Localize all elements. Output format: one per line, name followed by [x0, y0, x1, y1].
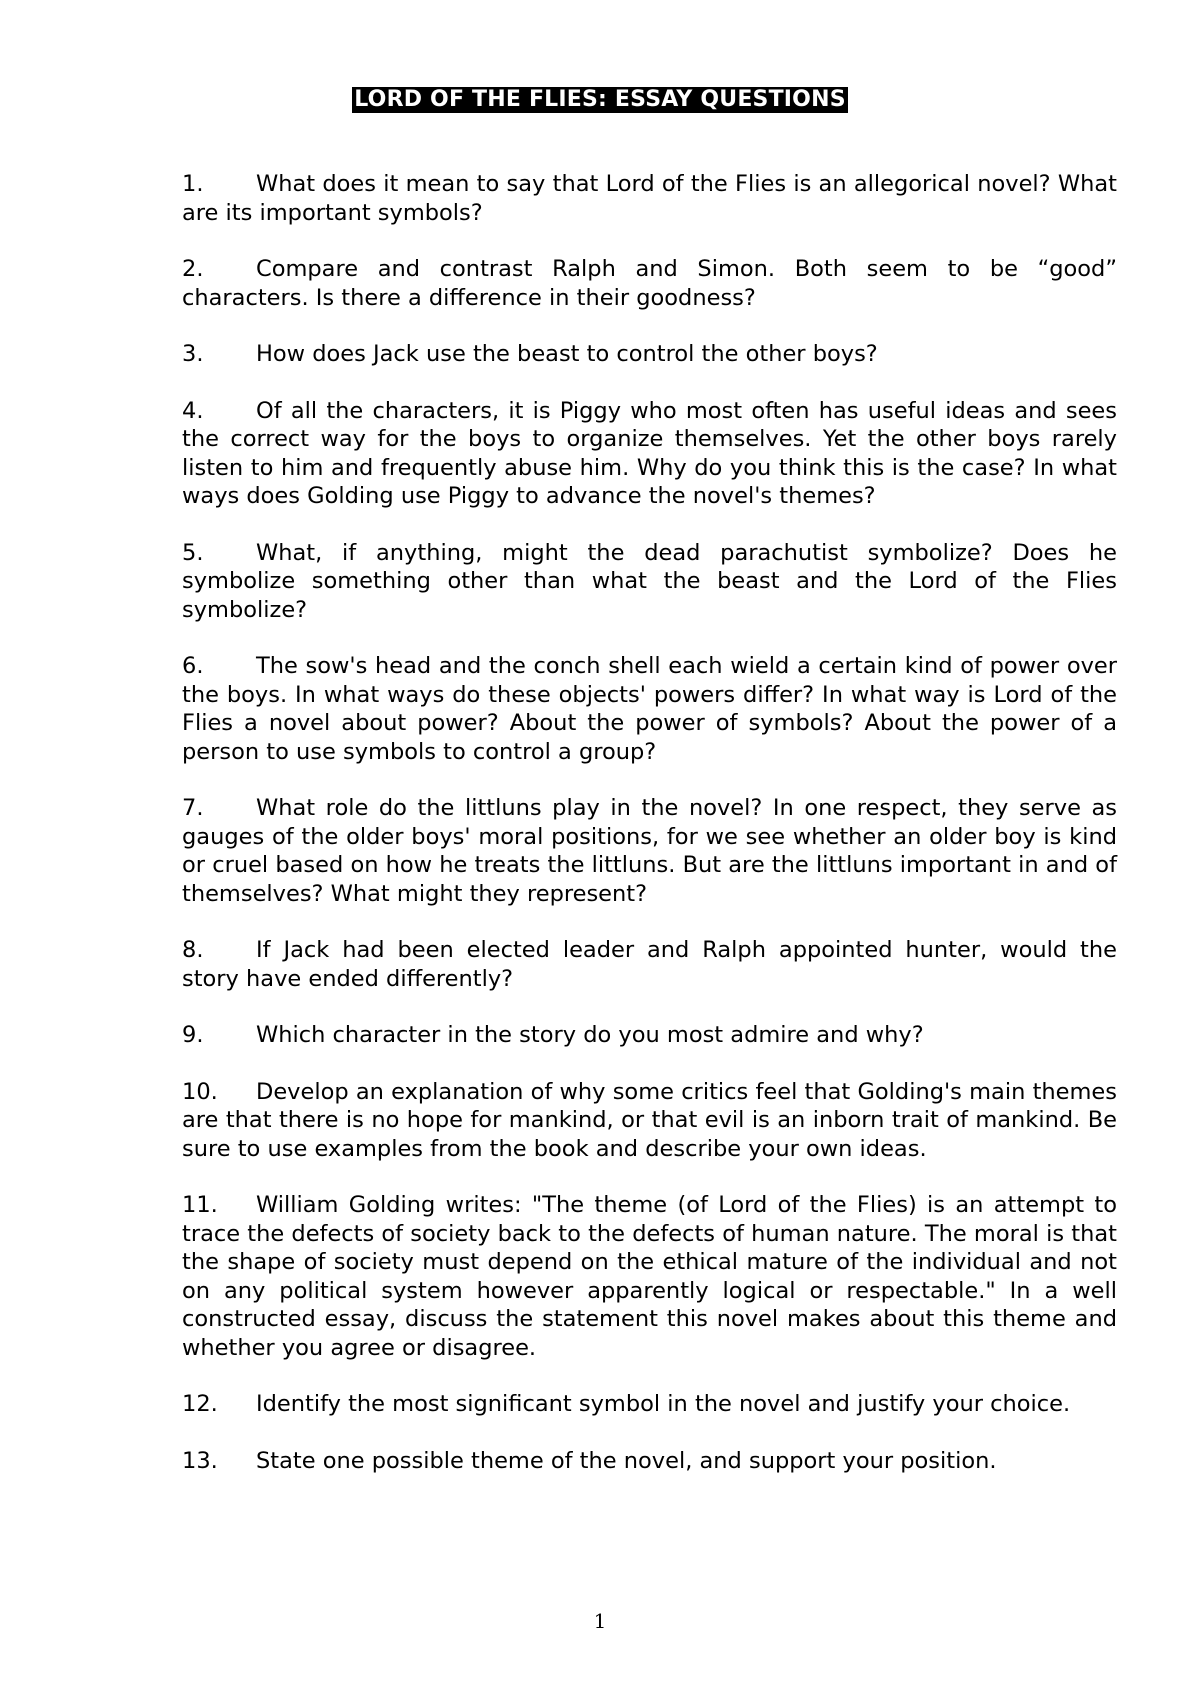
- question-text: What role do the littluns play in the novel? In one respect, they serve as gauges of the older boys' moral positions, for we see whether an older boy is kind or cruel based on how he treats the littluns. But are the littluns important in and of themselves? What might they represent?: [182, 795, 1117, 907]
- question-text: Compare and contrast Ralph and Simon. Both seem to be “good” characters. Is there a difference in their goodness?: [182, 256, 1117, 311]
- question-number: 12.: [182, 1391, 218, 1417]
- question-text: Develop an explanation of why some critics feel that Golding's main themes are that there is no hope for mankind, or that evil is an inborn trait of mankind. Be sure to use examples from the book and describe your own ideas.: [182, 1078, 1117, 1162]
- question-text: Which character in the story do you most admire and why?: [256, 1022, 924, 1048]
- question-number: 5.: [182, 539, 204, 566]
- question-text: William Golding writes: "The theme (of Lord of the Flies) is an attempt to trace the defects of society back to the defects of human nature. The moral is that the shape of society must depend on the ethical mature of the individual and not on any political system however apparently logical or respectable." In a well constructed essay, discuss the statement this novel makes about this theme and whether you agree or disagree.: [182, 1192, 1117, 1361]
- essay-question: [182, 170, 1117, 227]
- essay-question: [182, 794, 1117, 908]
- question-number: 3.: [182, 341, 204, 367]
- question-number: 2.: [182, 256, 204, 282]
- question-text: If Jack had been elected leader and Ralph appointed hunter, would the story have ended differently?: [182, 937, 1117, 992]
- essay-question: [182, 539, 1117, 625]
- question-number: 6.: [182, 653, 204, 679]
- title-container: [0, 87, 1200, 113]
- essay-question: [182, 1390, 1117, 1419]
- question-text: How does Jack use the beast to control the other boys?: [256, 341, 878, 367]
- essay-question-list: [182, 170, 1117, 1503]
- question-text: State one possible theme of the novel, and support your position.: [256, 1447, 997, 1474]
- question-text: What, if anything, might the dead parachutist symbolize? Does he symbolize something other than what the beast and the Lord of the Flies symbolize?: [182, 539, 1117, 623]
- question-text: Of all the characters, it is Piggy who most often has useful ideas and sees the correct way for the boys to organize themselves. Yet the other boys rarely listen to him and frequently abuse him. Why do you think this is the case? In what ways does Golding use Piggy to advance the novel's themes?: [182, 397, 1117, 509]
- essay-question: [182, 936, 1117, 993]
- essay-question: [182, 397, 1117, 511]
- question-number: 4.: [182, 397, 204, 424]
- page-number: 1: [593, 1609, 607, 1633]
- question-number: 11.: [182, 1192, 218, 1218]
- page-title: LORD OF THE FLIES: ESSAY QUESTIONS: [354, 87, 846, 112]
- essay-question: [182, 1021, 1117, 1050]
- question-text: Identify the most significant symbol in the novel and justify your choice.: [256, 1391, 1071, 1417]
- question-number: 9.: [182, 1022, 204, 1048]
- question-number: 13.: [182, 1447, 218, 1474]
- question-number: 8.: [182, 937, 204, 963]
- question-number: 10.: [182, 1078, 218, 1105]
- question-number: 1.: [182, 171, 204, 197]
- essay-question: [182, 340, 1117, 369]
- essay-question: [182, 1078, 1117, 1164]
- essay-question: [182, 652, 1117, 766]
- essay-question: [182, 1191, 1117, 1362]
- question-number: 7.: [182, 795, 204, 821]
- essay-question: [182, 1447, 1117, 1476]
- question-text: What does it mean to say that Lord of the Flies is an allegorical novel? What are its important symbols?: [182, 171, 1117, 226]
- essay-question: [182, 255, 1117, 312]
- question-text: The sow's head and the conch shell each wield a certain kind of power over the boys. In what ways do these objects' powers differ? In what way is Lord of the Flies a novel about power? About the power of symbols? About the power of a person to use symbols to control a group?: [182, 653, 1117, 765]
